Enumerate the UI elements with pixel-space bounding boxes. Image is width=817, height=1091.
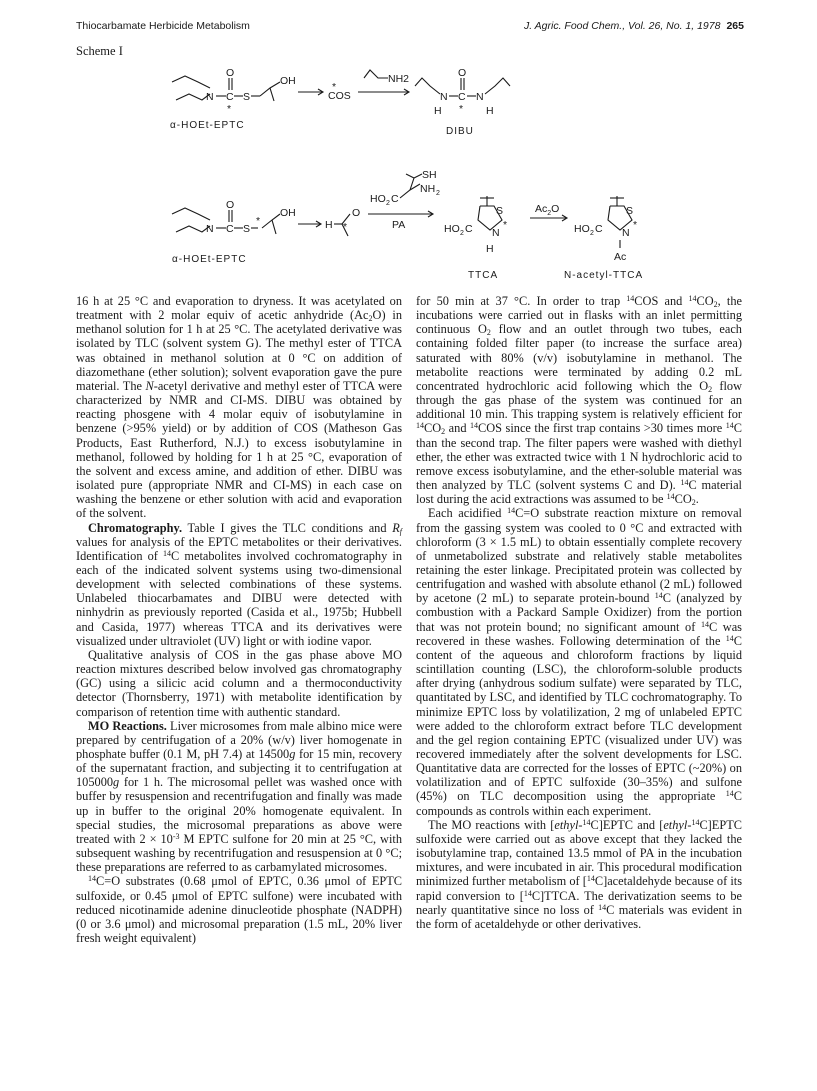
svg-text:OH: OH [280,75,296,87]
hoet-eptc-structure-1 [170,67,296,131]
svg-text:*: * [256,215,261,227]
right-column [416,294,742,931]
left-column [76,294,402,945]
svg-text:2: 2 [460,230,464,237]
svg-text:S: S [243,223,251,235]
svg-text:N: N [492,227,500,239]
paragraph [76,521,402,648]
svg-text:O: O [226,199,235,211]
svg-text:N: N [206,223,214,235]
svg-text:H: H [486,105,494,117]
paragraph-text: for 50 min at 37 °C. In order to trap $^{14}$COS and $^{14}CO_2$, the incubations were carried out in flasks with an inlet permitting continuous $O_2$ flow and an outlet through two tubes, each containing folded filter paper (to increase the surface area) saturated with 80% (v/v) isobutylamine in methanol. The metabolite reactions were terminated by adding 0.2 mL concentrated hydrochloric acid following which the $O_2$ flow through the gas phase of the system was continued for an additional 10 min. This trapping system is relatively efficient for $^{14}CO_2$ and $^{14}$COS since the first trap contains >30 times more $^{14}$C than the second trap. The filter papers were washed with diethyl ether, the ether was extracted twice with 1 N hydrochloric acid to remove excess isobutylamine, and the ether-soluble material was then analyzed by TLC (solvent systems C and D). $^{14}$C material lost during the acid extractions was assumed to be $^{14}CO_2$. [416,294,743,508]
svg-text:*: * [343,221,348,233]
scheme-label: Scheme I [76,44,123,58]
svg-text:SH: SH [422,169,437,181]
svg-text:C: C [465,223,473,235]
row1-product-label: DIBU [446,126,474,137]
svg-text:*: * [459,103,464,115]
svg-text:*: * [332,81,337,93]
row2-product1-label: TTCA [468,270,499,281]
svg-text:N: N [440,91,448,103]
svg-text:HO: HO [574,223,590,235]
reagent-pa: PA [392,219,406,231]
svg-text:HO: HO [370,193,386,205]
svg-text:*: * [633,219,638,231]
svg-text:N: N [206,91,214,103]
svg-text:NH: NH [420,183,436,195]
svg-text:C: C [595,223,603,235]
svg-text:N: N [622,227,630,239]
svg-text:C: C [391,193,399,205]
svg-text:S: S [626,205,634,217]
running-header [76,20,744,36]
journal-citation: J. Agric. Food Chem., Vol. 26, No. 1, 1978 [523,20,721,32]
section-heading: Chromatography. [88,520,183,535]
svg-text:*: * [227,103,232,115]
section-heading: MO Reactions. [88,718,167,733]
acetyl-group: Ac [614,251,627,263]
paragraph-text: Qualitative analysis of COS in the gas phase above MO reaction mixtures described below involved gas chromatography (GC) using a silicic acid column and a thermoconductivity detector (Thornsberry, 1971) with metabolite identification by comparison of retention time with authentic standard. [76,647,402,719]
paragraph-text: Each acidified $^{14}$C=O substrate reaction mixture on removal from the gassing system was cooled to 0 °C and extracted with chloroform (3 × 1.5 mL) to obtain essentially complete recovery of unmetabolized substrate and relatively stable metabolites retaining the ester linkage. Precipitated protein was collected by centrifugation and washed with absolute ethanol (2 mL) followed by acetone (2 mL) to separate protein-bound $^{14}$C (analyzed by combustion with a Packard Sample Oxidizer) from the portion that was not protein bound; no significant amount of $^{14}$C was recovered in these washes. Following determination of the $^{14}$C content of the aqueous and chloroform fractions by liquid scintillation counting (LSC), the chloroform-soluble products after drying (anhydrous sodium sulfate) were separated by TLC, quantitated by LSC, and identified by TLC cochromatography. To minimize EPTC loss by volatilization, 2 mg of unlabeled EPTC were added to the chloroform extract before TLC development and the gel region containing EPTC (visualized under UV) was recovered immediately after the solvent developments for LSC. Quantitative data are corrected for the losses of EPTC (~20%) on volatilization and of EPTC sulfoxide (30–35%) and sulfone (45%) on TLC decomposition using the appropriate $^{14}$C compounds as controls within each experiment. [416,506,742,818]
paragraph-text: Table I gives the TLC conditions and $R_f$ values for analysis of the EPTC metabolites or their derivatives. Identification of $^{14}$C metabolites involved cochromatography in each of the indicated solvent systems using two-dimensional development with selected combinations of these systems. Unlabeled thiocarbamates and DIBU were detected with ninhydrin as previously reported (Casida et al., 1975b; Hubbell and Casida, 1977) whereas TTCA and its derivatives were visualized under ultraviolet (UV) light or with iodine vapor. [76,520,402,648]
amine-label: NH2 [388,73,410,85]
paragraph-text: 16 h at 25 °C and evaporation to dryness. It was acetylated on treatment with 2 molar equiv of acetic anhydride $(Ac_2O)$ in methanol solution for 1 h at 25 °C. The acetylated derivative was isolated by TLC (solvent system G). The methyl ester of TTCA was obtained in methanol solution at 0 °C on addition of diazomethane (ether solution); solvent evaporation gave the pure material. The N-acetyl derivative and methyl ester of TTCA were characterized by NMR and CI-MS. DIBU was obtained by reacting phosgene with 4 molar equiv of isobutylamine in benzene (>95% yield) or by addition of COS (Matheson Gas Products, East Rutherford, N.J.) to excess isobutylamine in methanol, followed by holding for 1 h at 25 °C, evaporation of the solvent and excess amine, and addition of ether. DIBU was isolated pure (appropriate NMR and CI-MS) in each case on washing the benzene or ether solution with acid and evaporation of the solvent. [76,294,403,521]
row2-reactant-label: α-HOEt-EPTC [172,254,247,265]
paragraph [76,874,402,945]
svg-text:2: 2 [436,190,440,197]
page-number: 265 [726,20,744,32]
paragraph [416,818,742,931]
hoet-eptc-structure-2 [172,199,296,265]
svg-text:H: H [325,219,333,231]
paragraph [76,294,402,521]
paragraph-text: $^{14}$C=O substrates (0.68 μmol of EPTC, 0.36 μmol of EPTC sulfoxide, or 0.45 μmol of EPTC sulfone) were incubated with reduced nicotinamide adenine dinucleotide phosphate (NADPH) (0 or 3.6 μmol) and microsomal preparation (1.5 mL, 20% liver fresh weight equivalent) [76,874,402,946]
paragraph-text: Liver microsomes from male albino mice were prepared by centrifugation of a 20% (w/v) liver homogenate in phosphate buffer (0.1 M, pH 7.4) at 14500g for 15 min, recovery of the supernatant fraction, and subjecting it to centrifugation at 105000g for 1 h. The microsomal pellet was washed once with buffer by resuspension and recentrifugation and finally was made up in buffer to the original 20% homogenate equivalent. In special studies, the microsomal preparations as above were treated with $2 \times 10^{-3}$ M EPTC sulfone for 20 min at 25 °C, with subsequent washing by recentrifugation and resuspension at 0 °C; these preparations are referred to as carbamylated microsomes. [76,718,402,875]
dibu-structure [415,67,510,137]
scheme-row-2 [172,169,643,281]
svg-text:OH: OH [280,207,296,219]
svg-text:O: O [458,67,467,79]
svg-text:H: H [434,105,442,117]
reagent-ac2o: $Ac_2O$ [535,203,560,217]
svg-text:N: N [476,91,484,103]
svg-text:C: C [226,223,234,235]
scheme-row-1 [170,67,510,137]
svg-text:HO: HO [444,223,460,235]
svg-text:O: O [352,207,361,219]
intermediate-cos: COS [328,90,351,102]
paragraph [76,648,402,719]
running-header-citation [524,20,744,32]
svg-text:C: C [226,91,234,103]
row1-reactant-label: α-HOEt-EPTC [170,120,245,131]
svg-text:*: * [503,219,508,231]
reaction-scheme [110,56,710,286]
paragraph [416,506,742,817]
svg-text:O: O [226,67,235,79]
svg-text:S: S [243,91,251,103]
svg-text:C: C [458,91,466,103]
svg-text:S: S [496,205,504,217]
paragraph [76,719,402,875]
row2-product2-label: N-acetyl-TTCA [564,270,644,281]
running-header-title: Thiocarbamate Herbicide Metabolism [76,20,250,32]
paragraph-text: The MO reactions with [ethyl-$^{14}$C]EPTC and [ethyl-$^{14}$C]EPTC sulfoxide were carried out as above except that they lacked the isobutylamine trap, contained 13.5 mmol of PA in the incubation mixtures, and were incubated in air. This procedural modification minimized further metabolism of [$^{14}$C]acetaldehyde because of its rapid conversion to [$^{14}$C]TTCA. The derivatization seems to be nearly quantitative since no loss of $^{14}$C materials was evident in the form of acetaldehyde or other derivatives. [416,817,743,931]
svg-text:2: 2 [386,200,390,207]
svg-text:2: 2 [590,230,594,237]
n-acetyl-ttca-structure [564,196,643,281]
ttca-structure [444,196,507,281]
svg-text:H: H [486,243,494,255]
paragraph [416,294,742,506]
